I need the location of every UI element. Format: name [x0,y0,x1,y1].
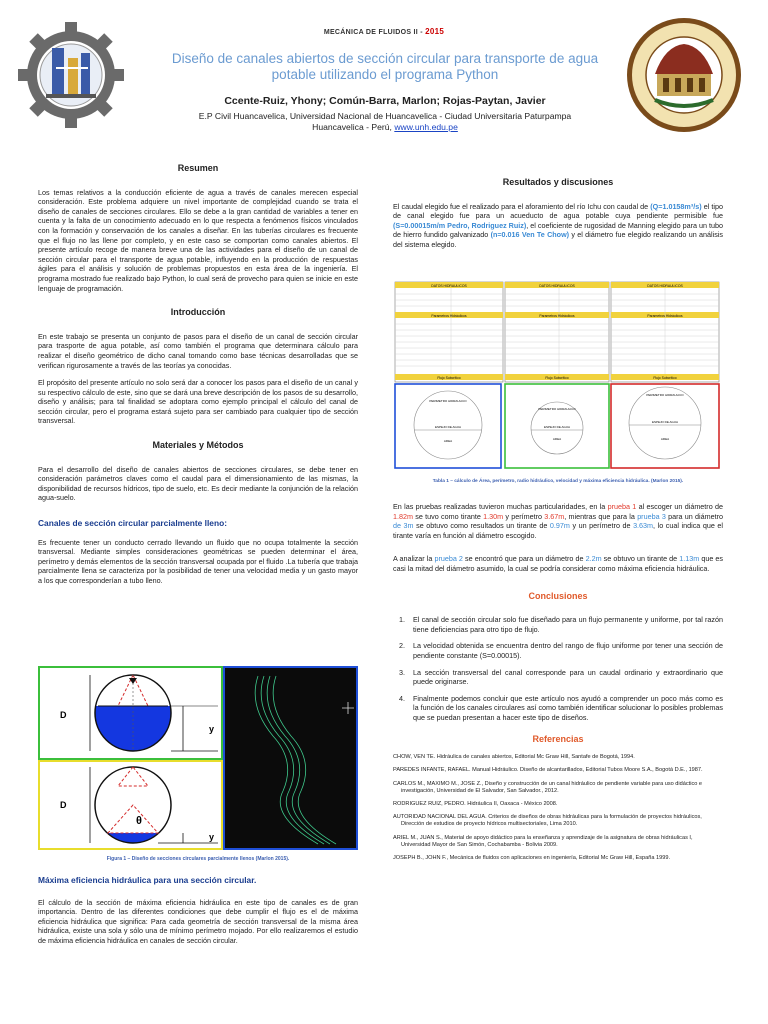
table2-subheader: Parametros Hidráulicos [539,314,575,318]
paper-affiliation: E.P Civil Huancavelica, Universidad Nacional de Huancavelica - Ciudad Universitaria Paturpampa Huancavelica - Perú, www.unh.edu.pe [198,111,572,132]
materiales-heading: Materiales y Métodos [152,440,244,451]
table1-header: DATOS HIDRAULICOS [431,284,467,288]
canales-text: Es frecuente tener un conducto cerrado llevando un fluido que no ocupa totalmente la sección transversal. Mediante simples consideraciones geométricas se pueden determinar el área, perímetro y demás elementos de la sección transversal ocupada por el fluido .La tubería que trabaja parcialmente llena se caracteriza por la posibilidad de tener una velocidad media y un gasto mayor a los que corresponderían a tubo lleno. [38,537,358,585]
reference-item: AUTORIDAD NACIONAL DEL AGUA. Criterios de diseños de obras hidráulicas para la formulación de proyectos hidráulicos, Dirección de estudios de proyecto hídricos multisectoriales, Lima 2010. [393,814,702,828]
figure-1-caption: Figura 1 – Diseño de secciones circulares parcialmente llenos (Marlon 2015). [106,856,290,862]
civil-engineering-logo-icon [16,20,126,130]
figure-1 [38,666,358,852]
plot3-mid-label: ESPEJO DE AGUA [651,420,679,424]
resultados-heading: Resultados y discusiones [502,177,614,187]
plot2-area-label: AREA [552,437,562,441]
resultados-p3: A analizar la prueba 2 se encontró que para un diámetro de 2.2m se obtuvo un tirante de 1.13m que es casi la mitad del diámetro asumido, la cual se podría considerar como máxima eficiencia hidráulica. [393,554,724,573]
introduccion-p1: En este trabajo se presenta un conjunto de pasos para el diseño de un canal de sección circular para trasporte de agua potable, así como también el programa que determinara cálculo para realizar el diseño geométrico de dicho canal tomando como base técnicas desarrolladas que se verifican rigurosamente a través de las teorías ya conocidas. [38,331,358,370]
plot2-top-label: PERIMETRO HIDRAULICO [538,407,576,411]
table2-header: DATOS HIDRAULICOS [539,284,575,288]
conclusion-item: 3. La sección transversal del canal corresponde para un caudal ordinario y extraordinario que puede originarse. [399,667,723,687]
left-column [38,160,358,586]
paper-title: Diseño de canales abiertos de sección circular para transporte de agua potable utilizando el programa Python [171,51,599,82]
results-tables [393,280,723,470]
table1-flow: Flujo Subcrítico [437,376,461,380]
plot1-top-label: PERIMETRO HIDRAULICO [429,399,467,403]
maxima-eficiencia-text: El cálculo de la sección de máxima eficiencia hidráulica en este tipo de canales es de gran importancia. Dentro de las diferentes condiciones que debe cumplir el flujo es el de máxima eficiencia hidráulica que significa: Para cada geometría de sección transversal de la misma área hidráulica, existe una sola y sólo una de mínimo perímetro mojado. Por ello realizaremos el estudio de máxima eficiencia hidráulica en canales de sección circular. [38,897,358,945]
conclusiones-heading: Conclusiones [528,590,588,601]
plot1-mid-label: ESPEJO DE AGUA [434,425,462,429]
resumen-heading: Resumen [177,163,219,173]
maxima-eficiencia-subheading: Máxima eficiencia hidráulica para una sección circular. [38,875,257,885]
table-1-caption: Tabla 1 – cálculo de Área, perímetro, radio hidráulico, velocidad y máxima eficiencia hidráulica. (Marlon 2015). [432,479,684,484]
poster-header [0,0,768,145]
right-column [393,170,723,250]
label-D-bottom: D [60,800,67,810]
table-prueba-1 [395,282,503,382]
label-D-top: D [60,710,67,720]
plot1-area-label: AREA [443,439,453,443]
course-label: MECÁNICA DE FLUIDOS II - 2015 [323,27,445,36]
table3-subheader: Parametros Hidráulicos [647,314,683,318]
introduccion-p2: El propósito del presente artículo no solo será dar a conocer los pasos para el diseño de un canal y su respectivo cálculo de este, sino que se dará una breve descripción de los pasos de su desarrollo, diseño y análisis; para tal finalidad se adoptara como ejemplo principal el cálculo del canal de sección circular, pero el programa estará sujeto para ser cambiado para cualquier tipo de sección transversal. [38,378,358,426]
plot3-top-label: PERIMETRO HIDRAULICO [646,393,684,397]
conclusion-item: 2. La velocidad obtenida se encuentra dentro del rango de flujo uniforme por tener una sección de pendiente constante (S=0.00015). [399,641,723,660]
paper-authors: Ccente-Ruiz, Yhony; Común-Barra, Marlon; Rojas-Paytan, Javier [224,95,546,107]
plot3-area-label: AREA [660,437,670,441]
university-seal-icon [625,16,743,134]
reference-item: CARLOS M., MAXIMO M., JOSE Z., Diseño y construcción de un canal hidráulico de pendiente variable para uso didáctico e investigación, Universidad de El Salvador, San Salvador., 2012. [393,780,703,794]
introduccion-heading: Introducción [170,307,226,318]
resultados-p2: En las pruebas realizadas tuvieron muchas particularidades, en la prueba 1 al escoger un diámetro de 1.82m se tuvo como tirante 1.30m y perímetro 3.67m, mientras que para la prueba 3 para un diámetro de 3m se obtuvo como resultados un tirante de 0.97m y un perímetro de 3.63m, lo cual indica que el tirante varía en función al diámetro escogido. [393,502,724,540]
reference-item: CHOW, VEN TE. Hidráulica de canales abiertos, Editorial Mc Graw Hill, Santafe de Bogotá, 1994. [393,754,635,761]
table3-header: DATOS HIDRAULICOS [647,284,683,288]
label-y-top: y [209,724,215,734]
reference-item: ARIEL M., JUAN S., Material de apoyo didáctico para la enseñanza y aprendizaje de la asignatura de obras hidráulicas I, Universidad Mayor de San Simón, Cochabamba - Bolivia 2009. [393,834,693,848]
table1-subheader: Parametros Hidráulicos [431,314,467,318]
year-label: 2015 [425,27,445,36]
table-prueba-2 [505,282,609,382]
canales-subheading: Canales de sección circular parcialmente lleno: [38,518,227,529]
table2-flow: Flujo Subcrítico [545,376,569,380]
label-theta: θ [136,815,142,827]
table3-flow: Flujo Subcrítico [653,376,677,380]
right-column-body [393,502,723,868]
referencias-list [393,754,723,862]
resultados-p1: El caudal elegido fue el realizado para el aforamiento del río Ichu con caudal de (Q=1.0158m³/s) el tipo de canal elegido fue para un acueducto de agua potable cuya pendiente permisible fue (S=0.00015m/m Pedro, Rodriguez Ruiz), el coeficiente de rugosidad de Manning elegido para un tubo de hierro fundido galvanizado (n=0.016 Ven Te Chow) y el diámetro fue elegido realizando un análisis del sistema elegido. [393,201,723,249]
conclusion-item: 4. Finalmente podemos concluir que este artículo nos ayudó a comprender un poco más como es la función de los canales circulares así como también identificar solucionar lo posibles problemas que se puedan presentan a hacer este tipo de diseños. [399,693,723,722]
reference-item: RODRIGUEZ RUIZ, PEDRO. Hidráulica II, Oaxaca - México 2008. [393,800,558,807]
conclusiones-list [393,615,723,722]
referencias-heading: Referencias [532,733,584,744]
reference-item: JOSEPH B., JOHN F., Mecánica de fluidos con aplicaciones en ingeniería, Editorial Mc Graw Hill, España 1999. [393,854,671,861]
label-y-bottom: y [209,832,215,842]
left-column-bottom [38,876,358,946]
reference-item: PAREDES INFANTE, RAFAEL. Manual Hidráulico. Diseño de alcantarillados, Editorial Tubos Moore S.A., Bogotá D.E., 1987. [393,767,703,774]
plot2-mid-label: ESPEJO DE AGUA [543,425,571,429]
resumen-text: Los temas relativos a la conducción eficiente de agua a través de canales merecen especial consideración. Este problema adquiere un nivel importante de complejidad cuando se trata el diseño de canales de secciones circulares. Ello se debe a la gran cantidad de variables a tener en cuenta y la falta de un conocimiento adecuado en lo que respecta a fenómenos físicos vinculados con la formación y conservación de los canales a diseñar. En las tuberías circulares es frecuente que el flujo no las llene por completo, y en este caso se comportan como canales abiertos. El presente artículo recoge de manera breve una de las actividades para el diseño de un canal de sección circular para el transporte de agua potable, influyendo en la producción de respuestas ágiles para el análisis y solución de problemas propuestos en esta área de la ingeniería. El programa mostrado fue realizado bajo Python, lo cual será de provecho para quien se inicie en este lenguaje de programación. [38,187,358,293]
materiales-p1: Para el desarrollo del diseño de canales abiertos de secciones circulares, se debe tener en consideración parámetros claves como el caudal para el dimensionamiento de las mismas, la disponibilidad de recursos hídricos, tipo de suelo, etc. Es decir mediante la conjunción de la relación agua-suelo. [38,464,358,503]
university-link[interactable]: www.unh.edu.pe [394,122,458,132]
conclusion-item: 1. El canal de sección circular solo fue diseñado para un flujo permanente y uniforme, por tal razón tiene deficiencias para otro tipo de flujo. [399,615,723,634]
